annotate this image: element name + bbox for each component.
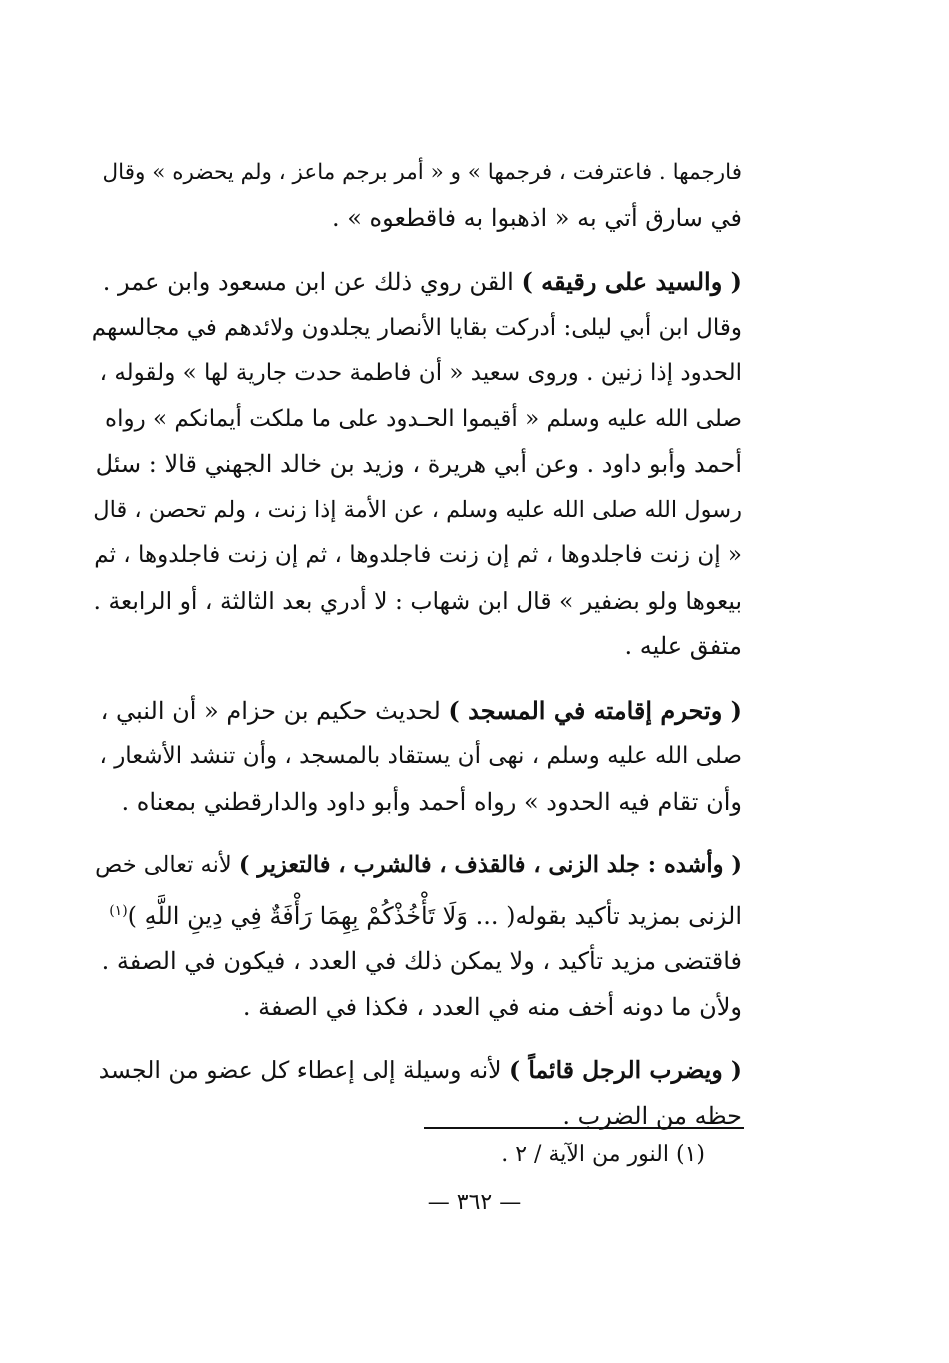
text-line: وأن تقام فيه الحدود » رواه أحمد وأبو داود والدارقطني بمعناه . bbox=[121, 787, 742, 816]
text-line: فارجمها . فاعترفت ، فرجمها » و « أمر برجم ماعز ، ولم يحضره » وقال bbox=[102, 160, 742, 185]
paragraph-1 bbox=[92, 150, 742, 241]
text-line bbox=[92, 259, 742, 306]
text-fragment: لأنه وسيلة إلى إعطاء كل عضو من الجسد bbox=[98, 1056, 510, 1084]
text-fragment: القن روي ذلك عن ابن مسعود وابن عمر . bbox=[102, 268, 522, 296]
footnote-marker: (١) bbox=[109, 902, 128, 919]
footnote: (١) النور من الآية / ٢ . bbox=[501, 1142, 705, 1167]
page-number: — ٣٦٢ — bbox=[427, 1190, 522, 1215]
text-line: وقال ابن أبي ليلى: أدركت بقايا الأنصار يجلدون ولائدهم في مجالسهم bbox=[91, 314, 742, 341]
text-line: ولأن ما دونه أخف منه في العدد ، فكذا في الصفة . bbox=[242, 992, 742, 1021]
section-heading: ( ويضرب الرجل قائماً ) bbox=[509, 1056, 742, 1084]
text-line: بيعوها ولو بضفير » قال ابن شهاب : لا أدري بعد الثالثة ، أو الرابعة . bbox=[93, 586, 742, 615]
section-heading: ( والسيد على رقيقه ) bbox=[521, 267, 742, 296]
text-fragment: لأنه تعالى خص bbox=[95, 852, 239, 878]
text-line: حظه من الضرب . bbox=[562, 1101, 742, 1130]
text-line: متفق عليه . bbox=[624, 632, 742, 660]
text-line: صلى الله عليه وسلم ، نهى أن يستقاد بالمسجد ، وأن تنشد الأشعار ، bbox=[99, 743, 742, 769]
text-line bbox=[92, 843, 742, 889]
text-line: صلى الله عليه وسلم « أقيموا الحـدود على ما ملكت أيمانكم » رواه bbox=[105, 405, 742, 432]
text-line bbox=[92, 688, 742, 735]
text-line: في سارق أتي به « اذهبوا به فاقطعوه » . bbox=[331, 203, 742, 232]
text-line: فاقتضى مزيد تأكيد ، ولا يمكن ذلك في العدد ، فيكون في الصفة . bbox=[101, 947, 742, 975]
paragraph-5 bbox=[92, 1048, 742, 1139]
footnote-divider bbox=[424, 1127, 744, 1129]
quran-verse-line: الزنى بمزيد تأكيد بقوله( ... وَلَا تَأْخُذْكُمْ بِهِمَا رَأْفَةٌ فِي دِينِ اللَّهِ ) bbox=[127, 901, 742, 930]
text-fragment: لحديث حكيم بن حزام « أن النبي ، bbox=[100, 696, 449, 725]
text-line bbox=[92, 889, 742, 940]
text-line bbox=[92, 1048, 742, 1094]
section-heading: ( وتحرم إقامته في المسجد ) bbox=[448, 695, 742, 725]
page-body bbox=[92, 150, 742, 1139]
paragraph-3 bbox=[92, 688, 742, 826]
text-line: « إن زنت فاجلدوها ، ثم إن زنت فاجلدوها ، ثم إن زنت فاجلدوها ، ثم bbox=[94, 542, 742, 568]
text-line: أحمد وأبو داود . وعن أبي هريرة ، وزيد بن خالد الجهني قالا : سئل bbox=[95, 450, 742, 478]
text-line: رسول الله صلى الله عليه وسلم ، عن الأمة إذا زنت ، ولم تحصن ، قال bbox=[93, 496, 742, 523]
text-line: الحدود إذا زنين . وروى سعيد « أن فاطمة حدت جارية لها » ولقوله ، bbox=[99, 360, 742, 386]
paragraph-2 bbox=[92, 259, 742, 670]
paragraph-4 bbox=[92, 843, 742, 1030]
section-heading: ( وأشده : جلد الزنى ، فالقذف ، فالشرب ، فالتعزير ) bbox=[238, 852, 742, 878]
